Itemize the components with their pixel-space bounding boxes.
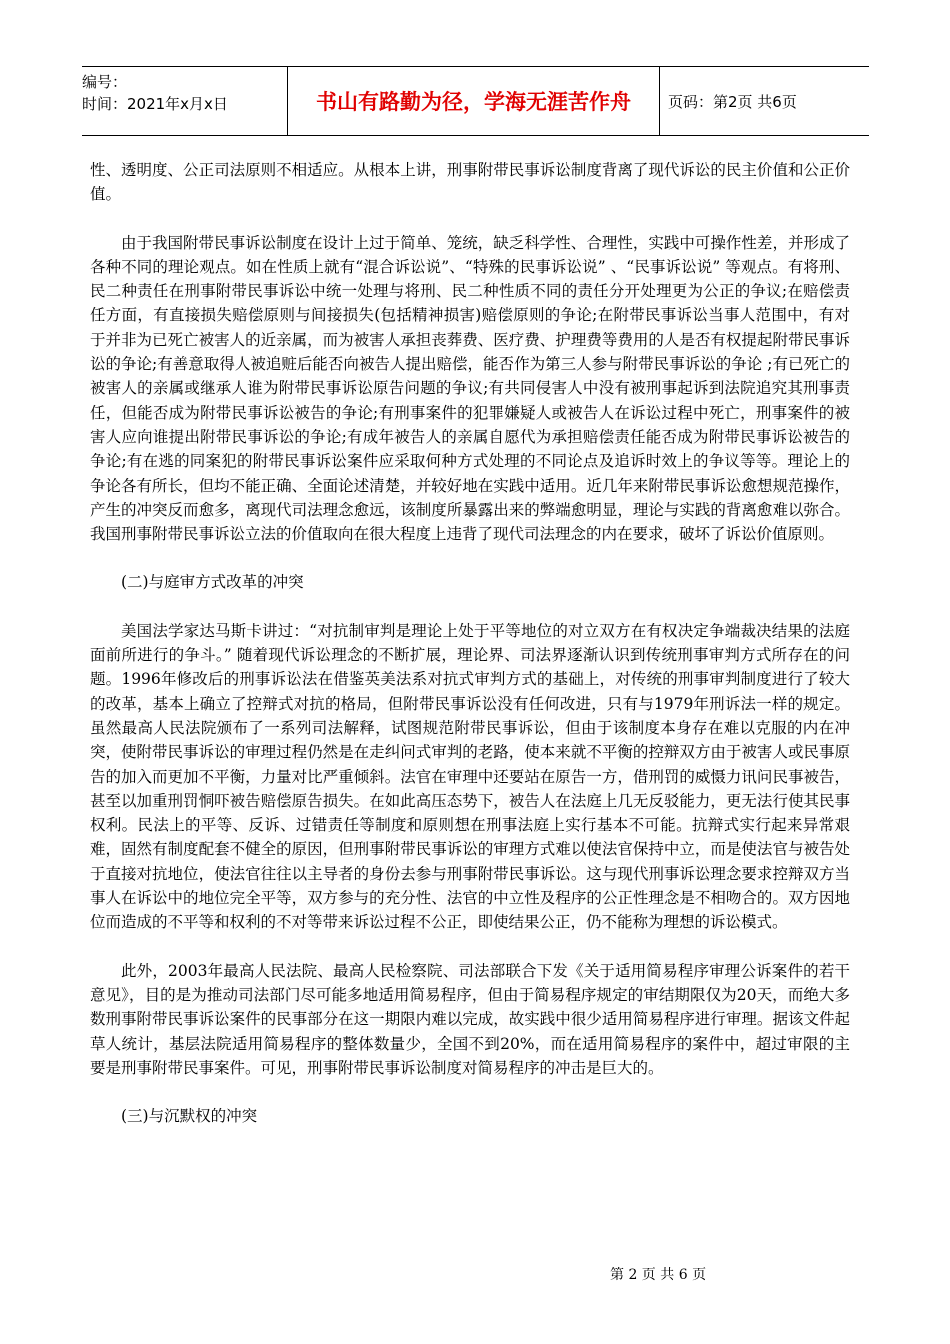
header-meta <box>82 67 287 135</box>
header-page-info: 页码：第2页 共6页 <box>668 92 797 111</box>
document-number-label: 编号： <box>82 73 128 91</box>
document-time-label: 时间：2021年x月x日 <box>82 95 228 113</box>
paragraph: 性、透明度、公正司法原则不相适应。从根本上讲，刑事附带民事诉讼制度背离了现代诉讼的民主价值和公正价值。 <box>90 161 850 204</box>
header-motto: 书山有路勤为径，学海无涯苦作舟 <box>287 67 660 135</box>
paragraph: 由于我国附带民事诉讼制度在设计上过于简单、笼统，缺乏科学性、合理性，实践中可操作性差，并形成了各种不同的理论观点。如在性质上就有“混合诉讼说”、“特殊的民事诉讼说” 、“民事诉讼说” 等观点。有将刑、民二种责任在刑事附带民事诉讼中统一处理与将刑、民二种性质不同的责任分开处理更为公正的争议;在赔偿责任方面，有直接损失赔偿原则与间接损失(包括精神损害)赔偿原则的争论;在附带民事诉讼当事人范围中，有对于并非为已死亡被害人的近亲属，而为被害人承担丧葬费、医疗费、护理费等费用的人是否有权提起附带民事诉讼的争论;有善意取得人被追赃后能否向被告人提出赔偿，能否作为第三人参与附带民事诉讼的争论 ;有已死亡的被害人的亲属或继承人谁为附带民事诉讼原告问题的争议;有共同侵害人中没有被刑事起诉到法院追究其刑事责任，但能否成为附带民事诉讼被告的争论;有刑事案件的犯罪嫌疑人或被告人在诉讼过程中死亡，刑事案件的被害人应向谁提出附带民事诉讼的争论;有成年被告人的亲属自愿代为承担赔偿责任能否成为附带民事诉讼被告的争论;有在逃的同案犯的附带民事诉讼案件应采取何种方式处理的不同论点及追诉时效上的争议等等。理论上的争论各有所长，但均不能正确、全面论述清楚，并较好地在实践中适用。近几年来附带民事诉讼愈想规范操作，产生的冲突反而愈多，离现代司法理念愈远，该制度所暴露出来的弊端愈明显，理论与实践的背离愈难以弥合。我国刑事附带民事诉讼立法的价值取向在很大程度上违背了现代司法理念的内在要求，破坏了诉讼价值原则。 <box>90 233 850 544</box>
paragraph: 此外，2003年最高人民法院、最高人民检察院、司法部联合下发《关于适用简易程序审理公诉案件的若干意见》，目的是为推动司法部门尽可能多地适用简易程序，但由于简易程序规定的审结期限仅为20天，而绝大多数刑事附带民事诉讼案件的民事部分在这一期限内难以完成，故实践中很少适用简易程序进行审理。据该文件起草人统计，基层法院适用简易程序的整体数量少，全国不到20%，而在适用简易程序的案件中，超过审限的主要是刑事附带民事案件。可见，刑事附带民事诉讼制度对简易程序的冲击是巨大的。 <box>90 961 850 1077</box>
paragraph: 美国法学家达马斯卡讲过：“对抗制审判是理论上处于平等地位的对立双方在有权决定争端裁决结果的法庭面前所进行的争斗。” 随着现代诉讼理念的不断扩展，理论界、司法界逐渐认识到传统刑事审判方式所存在的问题。1996年修改后的刑事诉讼法在借鉴英美法系对抗式审判方式的基础上，对传统的刑事审判制度进行了较大的改革，基本上确立了控辩式对抗的格局，但附带民事诉讼没有任何改进，只有与1979年刑诉法一样的规定。虽然最高人民法院颁布了一系列司法解释，试图规范附带民事诉讼，但由于该制度本身存在难以克服的内在冲突，使附带民事诉讼的审理过程仍然是在走纠问式审判的老路，使本来就不平衡的控辩双方由于被害人或民事原告的加入而更加不平衡，力量对比严重倾斜。法官在审理中还要站在原告一方，借刑罚的威慑力讯问民事被告，甚至以加重刑罚恫吓被告赔偿原告损失。在如此高压态势下，被告人在法庭上几无反驳能力，更无法行使其民事权利。民法上的平等、反诉、过错责任等制度和原则想在刑事法庭上实行基本不可能。抗辩式实行起来异常艰难，固然有制度配套不健全的原因，但刑事附带民事诉讼的审理方式难以使法官保持中立，而是使法官与被告处于直接对抗地位，使法官往往以主导者的身份去参与刑事附带民事诉讼。这与现代刑事诉讼理念要求控辩双方当事人在诉讼中的地位完全平等，双方参与的充分性、法官的中立性及程序的公正性理念是不相吻合的。双方因地位而造成的不平等和权利的不对等带来诉讼过程不公正，即使结果公正，仍不能称为理想的诉讼模式。 <box>90 621 850 932</box>
section-heading: (三)与沉默权的冲突 <box>121 1107 258 1126</box>
section-heading: (二)与庭审方式改革的冲突 <box>121 573 304 592</box>
page-header <box>82 66 869 136</box>
document-body <box>90 158 850 1152</box>
page-footer: 第 2 页 共 6 页 <box>610 1267 707 1283</box>
